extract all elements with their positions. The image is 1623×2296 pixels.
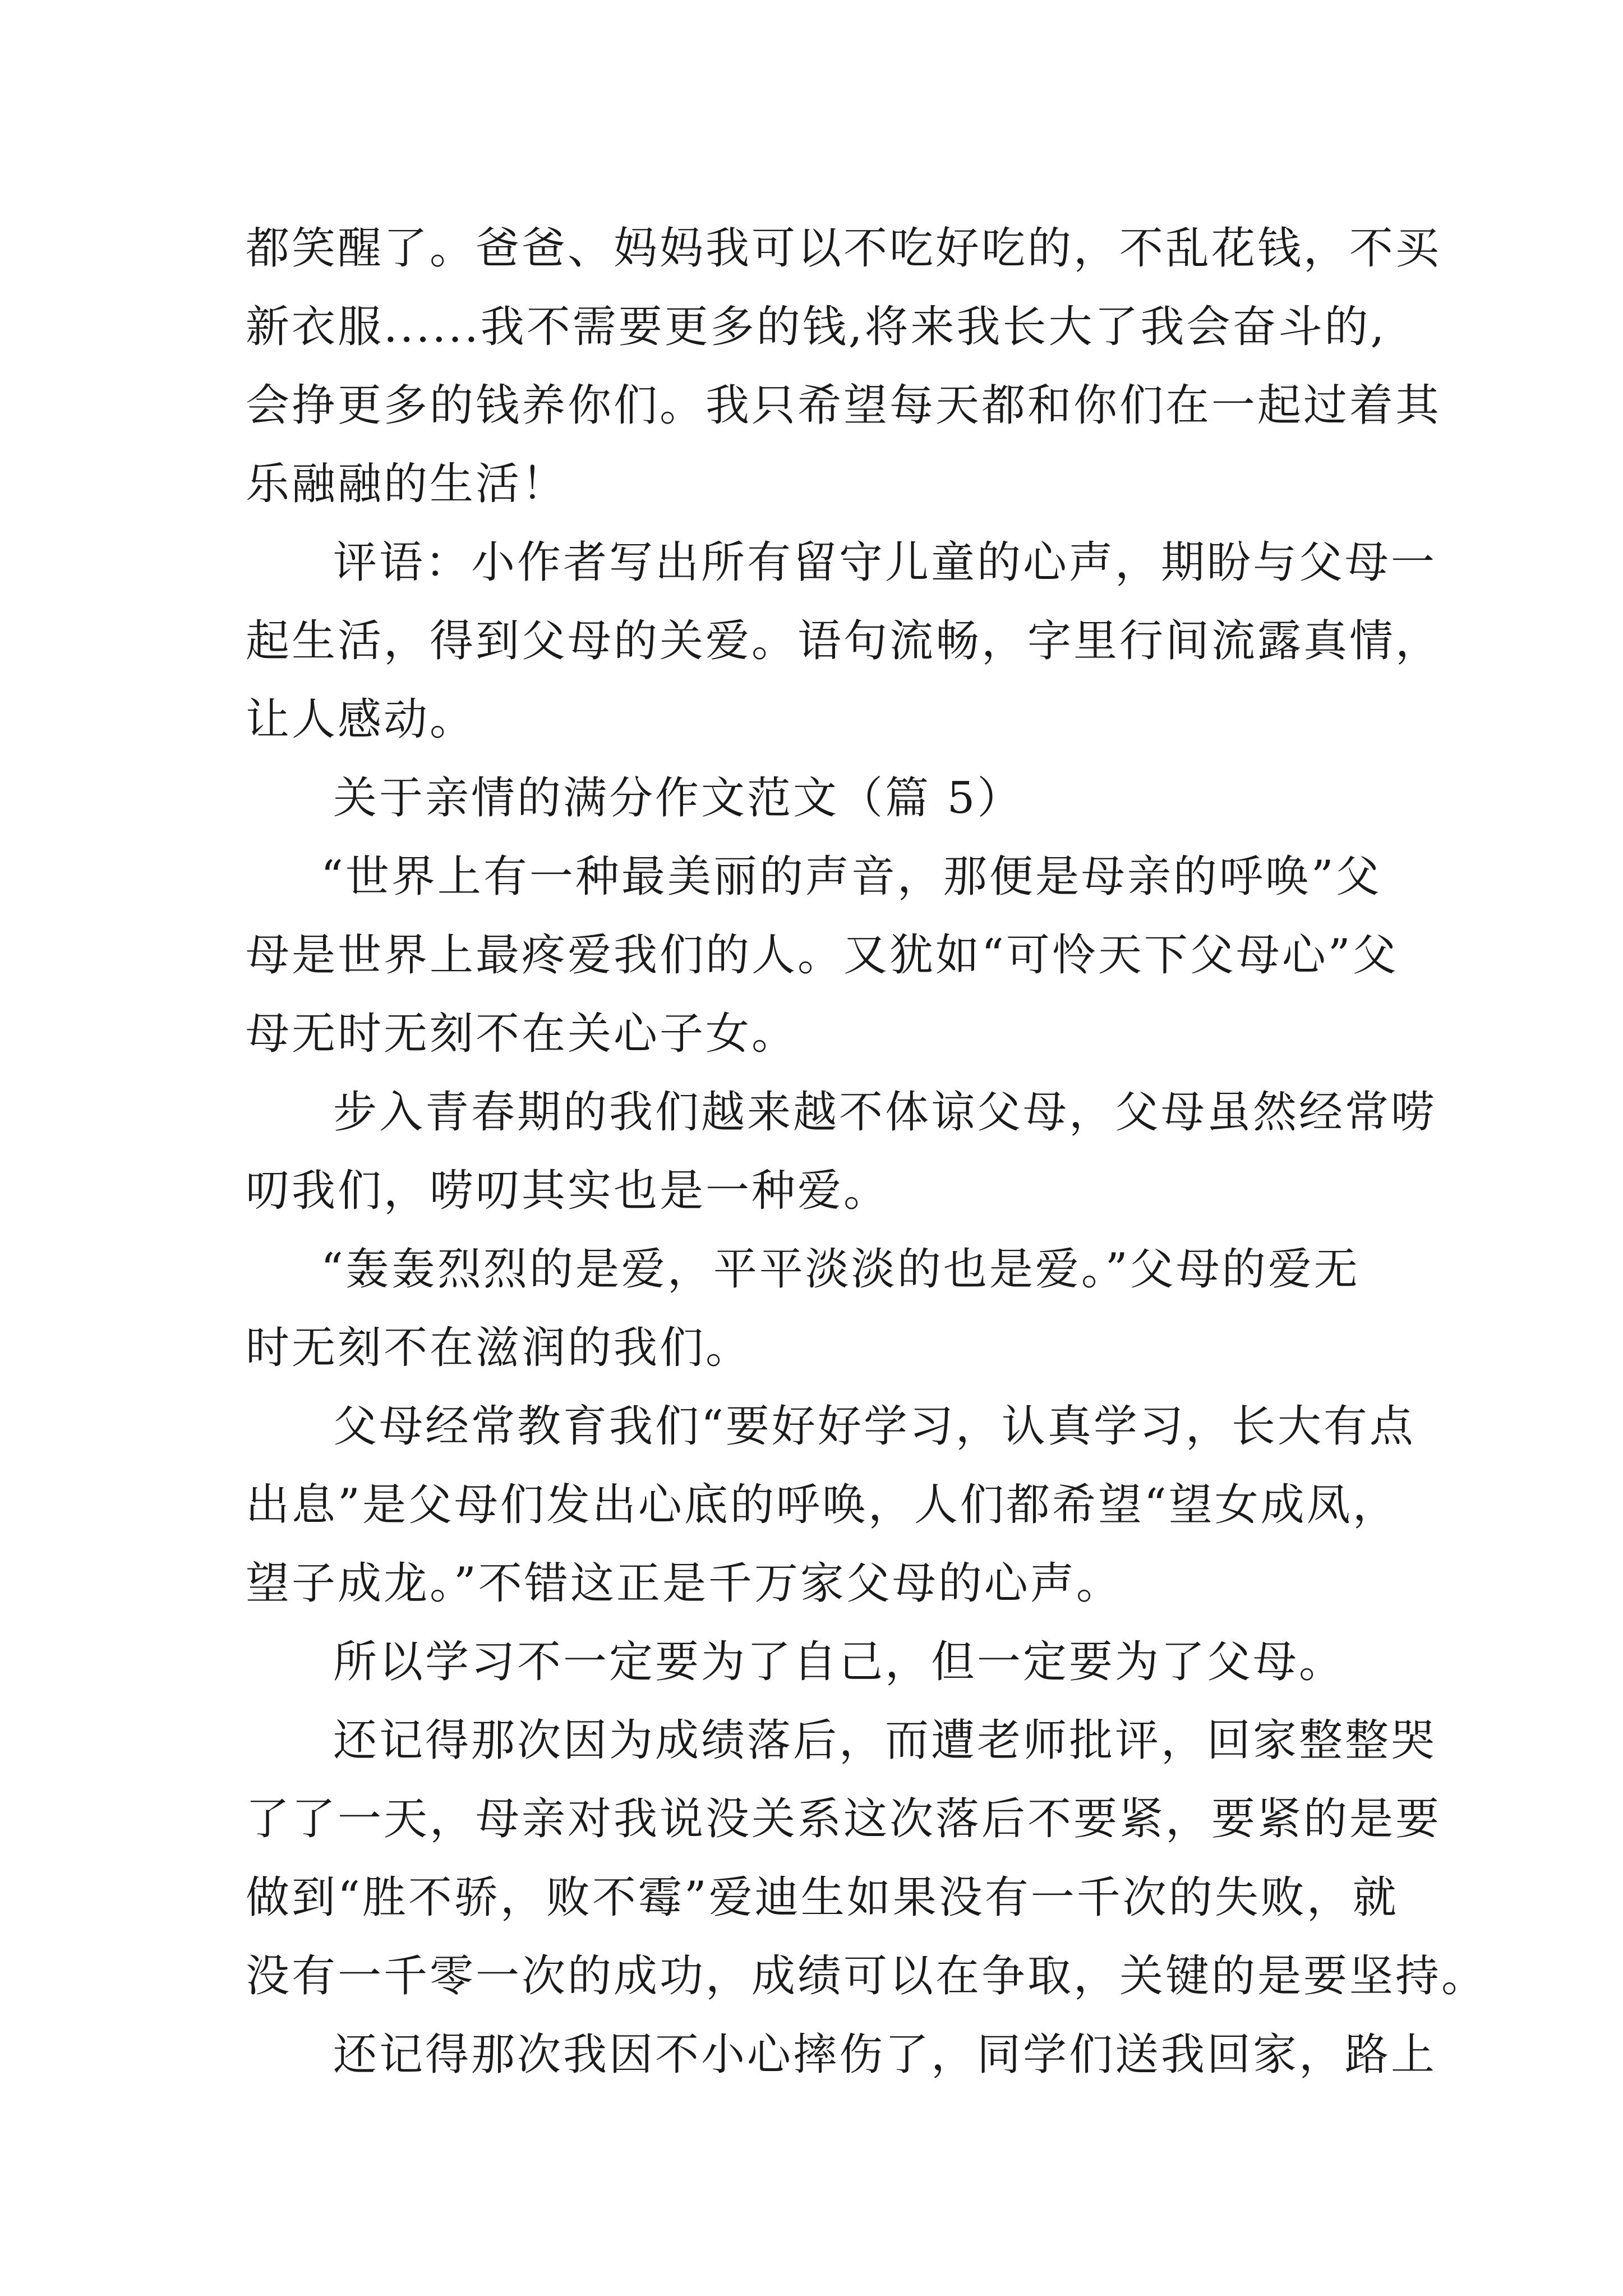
text-line: “轰轰烈烈的是爱，平平淡淡的也是爱。”父母的爱无 [321, 1244, 1360, 1295]
text-line: 没有一千零一次的成功，成绩可以在争取，关键的是要坚持。 [246, 1951, 1488, 2001]
text-line: 乐融融的生活！ [246, 459, 568, 509]
text-line: 了了一天，母亲对我说没关系这次落后不要紧，要紧的是要 [246, 1794, 1442, 1844]
text-line: 让人感动。 [246, 694, 476, 745]
text-line: 所以学习不一定要为了自己，但一定要为了父母。 [333, 1637, 1345, 1687]
section-heading: 关于亲情的满分作文范文（篇 5） [333, 773, 1023, 823]
text-line: 望子成龙。”不错这正是千万家父母的心声。 [246, 1558, 1122, 1609]
text-line: 步入青春期的我们越来越不体谅父母，父母虽然经常唠 [333, 1087, 1437, 1138]
text-line: 父母经常教育我们“要好好学习，认真学习，长大有点 [333, 1401, 1415, 1452]
text-line: 出息”是父母们发出心底的呼唤，人们都希望“望女成凤， [246, 1480, 1399, 1530]
text-line: 时无刻不在滋润的我们。 [246, 1323, 752, 1373]
comment-paragraph: 评语：小作者写出所有留守儿童的心声，期盼与父母一 [333, 537, 1437, 588]
text-line: 新衣服......我不需要更多的钱,将来我长大了我会奋斗的, [246, 302, 1387, 352]
text-line: 都笑醒了。爸爸、妈妈我可以不吃好吃的，不乱花钱，不买 [246, 223, 1442, 274]
text-line: 起生活，得到父母的关爱。语句流畅，字里行间流露真情， [246, 616, 1442, 666]
text-line: 叨我们，唠叨其实也是一种爱。 [246, 1166, 890, 1216]
text-line: 母无时无刻不在关心子女。 [246, 1009, 798, 1059]
text-line: 会挣更多的钱养你们。我只希望每天都和你们在一起过着其 [246, 380, 1442, 431]
text-line: 做到“胜不骄，败不霉”爱迪生如果没有一千次的失败，就 [246, 1872, 1399, 1923]
text-line: 还记得那次我因不小心摔伤了，同学们送我回家，路上 [333, 2030, 1437, 2080]
text-line: 母是世界上最疼爱我们的人。又犹如“可怜天下父母心”父 [246, 930, 1399, 981]
text-line: 还记得那次因为成绩落后，而遭老师批评，回家整整哭 [333, 1715, 1437, 1766]
text-line: “世界上有一种最美丽的声音，那便是母亲的呼唤”父 [321, 852, 1382, 902]
